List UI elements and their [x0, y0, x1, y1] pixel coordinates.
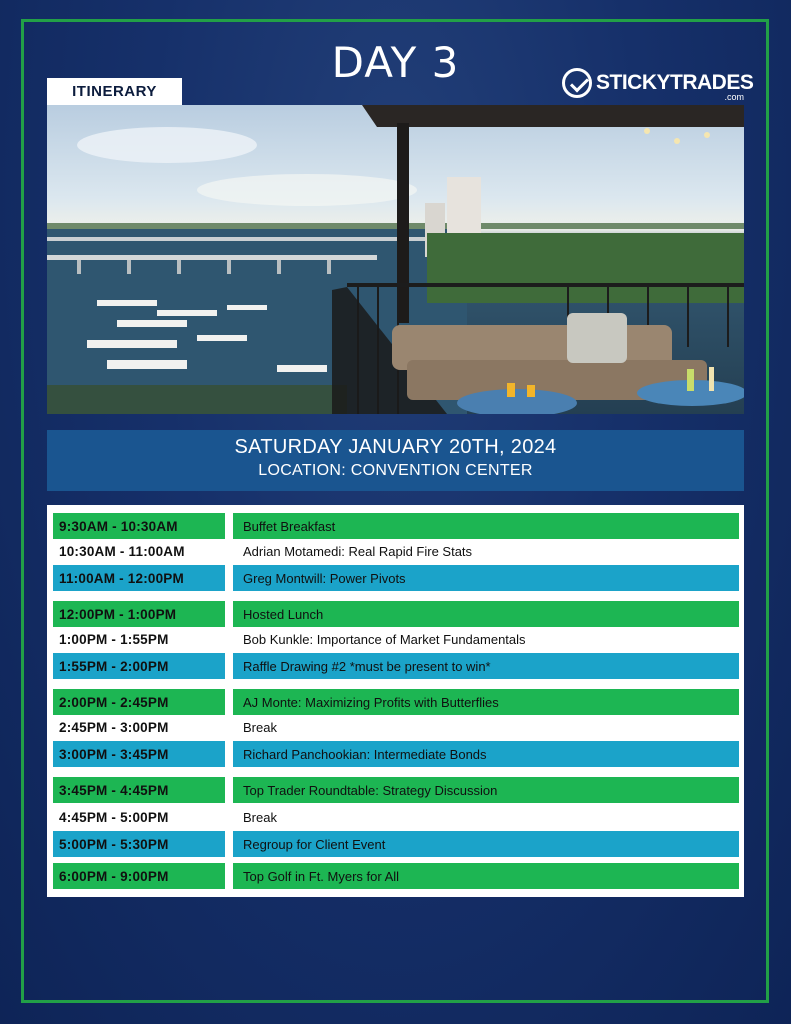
itinerary-tag: ITINERARY	[47, 78, 182, 105]
schedule-time: 12:00PM - 1:00PM	[53, 601, 225, 627]
schedule-event: Buffet Breakfast	[233, 513, 739, 539]
schedule-event: AJ Monte: Maximizing Profits with Butterflies	[233, 689, 739, 715]
event-date: SATURDAY JANUARY 20TH, 2024	[234, 436, 557, 458]
schedule-time: 2:45PM - 3:00PM	[59, 719, 169, 735]
schedule-time: 3:45PM - 4:45PM	[53, 777, 225, 803]
checkmark-icon	[562, 68, 592, 98]
event-location: LOCATION: CONVENTION CENTER	[258, 462, 533, 479]
schedule-row	[53, 601, 739, 627]
schedule-row	[53, 741, 739, 767]
day-title: DAY 3	[331, 38, 460, 87]
date-banner	[47, 430, 744, 491]
schedule-event: Top Trader Roundtable: Strategy Discussion	[233, 777, 739, 803]
schedule-event: Top Golf in Ft. Myers for All	[233, 863, 739, 889]
schedule-row	[53, 863, 739, 889]
schedule-event: Richard Panchookian: Intermediate Bonds	[233, 741, 739, 767]
logo-suffix: .com	[724, 92, 744, 102]
stickytrades-logo	[562, 68, 754, 106]
schedule-time: 3:00PM - 3:45PM	[53, 741, 225, 767]
schedule-row	[53, 807, 739, 827]
schedule-event: Break	[243, 719, 277, 735]
schedule-event: Adrian Motamedi: Real Rapid Fire Stats	[243, 543, 473, 559]
schedule-row	[53, 689, 739, 715]
schedule-event: Hosted Lunch	[233, 601, 739, 627]
schedule-time: 2:00PM - 2:45PM	[53, 689, 225, 715]
schedule-row	[53, 831, 739, 857]
schedule-time: 4:45PM - 5:00PM	[59, 809, 169, 825]
schedule-row	[53, 565, 739, 591]
schedule-time: 1:55PM - 2:00PM	[53, 653, 225, 679]
schedule-event: Bob Kunkle: Importance of Market Fundamentals	[243, 631, 526, 647]
photo-illustration	[47, 105, 744, 414]
schedule-row	[53, 513, 739, 539]
schedule-time: 11:00AM - 12:00PM	[53, 565, 225, 591]
schedule-time: 10:30AM - 11:00AM	[59, 543, 185, 559]
schedule-event: Greg Montwill: Power Pivots	[233, 565, 739, 591]
logo-text: STICKYTRADES	[596, 71, 754, 94]
schedule-event: Regroup for Client Event	[233, 831, 739, 857]
schedule-row	[53, 541, 739, 561]
schedule-event: Raffle Drawing #2 *must be present to win*	[233, 653, 739, 679]
schedule-row	[53, 777, 739, 803]
schedule-event: Break	[243, 809, 277, 825]
rooftop-marina-photo	[47, 105, 744, 414]
schedule-time: 9:30AM - 10:30AM	[53, 513, 225, 539]
schedule-row	[53, 653, 739, 679]
schedule-row	[53, 629, 739, 649]
schedule-time: 6:00PM - 9:00PM	[53, 863, 225, 889]
schedule-time: 1:00PM - 1:55PM	[59, 631, 169, 647]
schedule-row	[53, 717, 739, 737]
schedule-table	[47, 505, 744, 897]
schedule-time: 5:00PM - 5:30PM	[53, 831, 225, 857]
